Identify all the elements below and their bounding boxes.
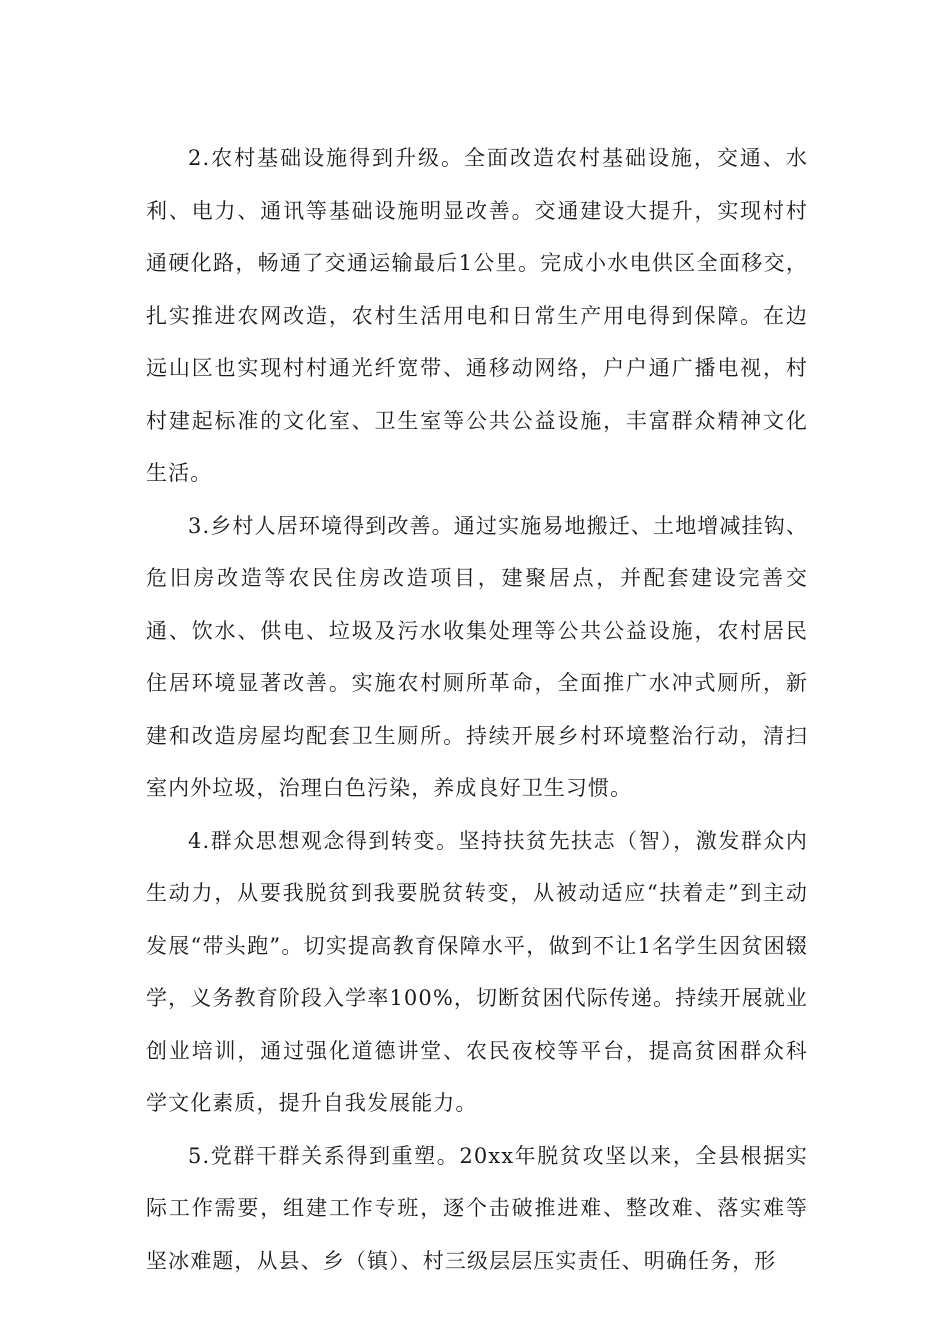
document-body	[146, 132, 808, 1287]
paragraph-infrastructure-upgrade: 2.农村基础设施得到升级。全面改造农村基础设施，交通、水利、电力、通讯等基础设施明显改善。交通建设大提升，实现村村通硬化路，畅通了交通运输最后1公里。完成小水电供区全面移交，扎实推进农网改造，农村生活用电和日常生产用电得到保障。在边远山区也实现村村通光纤宽带、通移动网络，户户通广播电视，村村建起标准的文化室、卫生室等公共公益设施，丰富群众精神文化生活。	[146, 146, 808, 485]
paragraph-party-relations: 5.党群干群关系得到重塑。20xx年脱贫攻坚以来，全县根据实际工作需要，组建工作专班，逐个击破推进难、整改难、落实难等坚冰难题，从县、乡（镇）、村三级层层压实责任、明确任务，形	[146, 1143, 808, 1273]
paragraph-living-environment: 3.乡村人居环境得到改善。通过实施易地搬迁、土地增减挂钩、危旧房改造等农民住房改造项目，建聚居点，并配套建设完善交通、饮水、供电、垃圾及污水收集处理等公共公益设施，农村居民住居环境显著改善。实施农村厕所革命，全面推广水冲式厕所，新建和改造房屋均配套卫生厕所。持续开展乡村环境整治行动，清扫室内外垃圾，治理白色污染，养成良好卫生习惯。	[146, 513, 808, 800]
paragraph-mindset-change: 4.群众思想观念得到转变。坚持扶贫先扶志（智），激发群众内生动力，从要我脱贫到我要脱贫转变，从被动适应“扶着走”到主动发展“带头跑”。切实提高教育保障水平，做到不让1名学生因贫困辍学，义务教育阶段入学率100%，切断贫困代际传递。持续开展就业创业培训，通过强化道德讲堂、农民夜校等平台，提高贫困群众科学文化素质，提升自我发展能力。	[146, 828, 808, 1115]
